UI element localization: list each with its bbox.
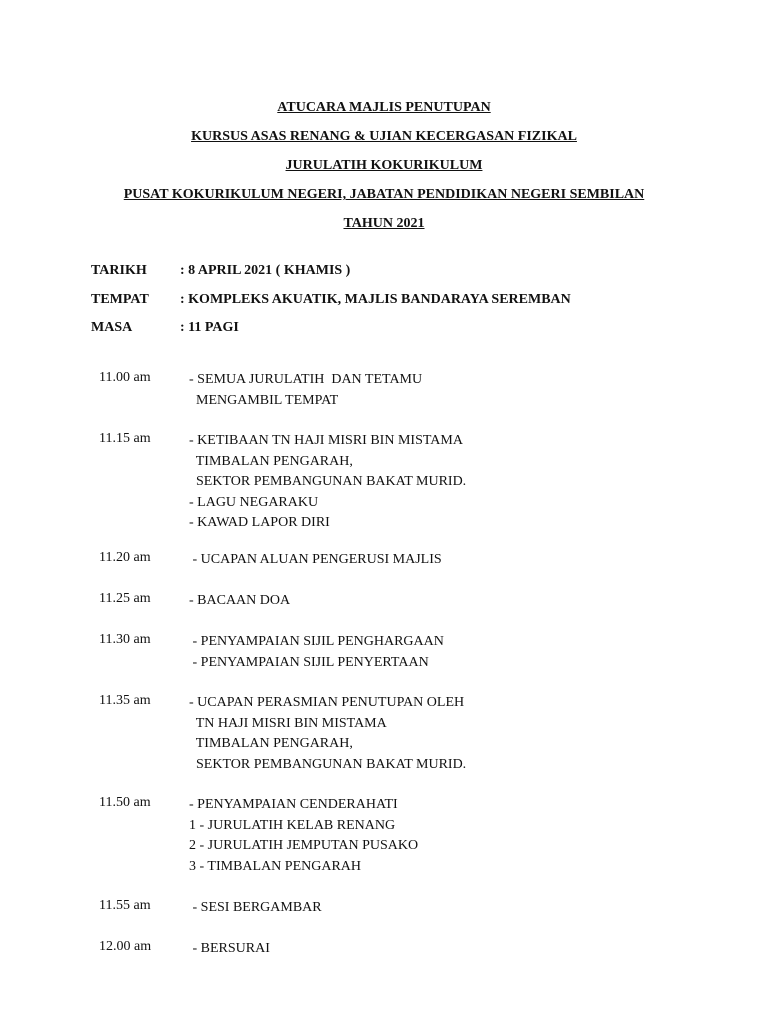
- title-line: JURULATIH KOKURIKULUM: [285, 158, 483, 173]
- schedule-line: - UCAPAN PERASMIAN PENUTUPAN OLEH: [189, 695, 465, 710]
- schedule-line: SEKTOR PEMBANGUNAN BAKAT MURID.: [189, 474, 467, 490]
- info-value: : 8 APRIL 2021 ( KHAMIS ): [180, 263, 351, 278]
- schedule-line: TIMBALAN PENGARAH,: [189, 736, 353, 752]
- schedule-line: TIMBALAN PENGARAH,: [189, 453, 353, 469]
- title-line: PUSAT KOKURIKULUM NEGERI, JABATAN PENDIDIKAN NEGERI SEMBILAN: [123, 187, 645, 202]
- schedule-line: - PENYAMPAIAN SIJIL PENGHARGAAN: [189, 634, 444, 649]
- schedule-line: 1 - JURULATIH KELAB RENANG: [189, 817, 396, 833]
- schedule-line: SEKTOR PEMBANGUNAN BAKAT MURID.: [189, 756, 467, 772]
- schedule-line: - KAWAD LAPOR DIRI: [189, 515, 330, 531]
- info-row-tempat: [91, 290, 571, 319]
- schedule-line: - PENYAMPAIAN CENDERAHATI: [189, 797, 398, 812]
- info-value: : 11 PAGI: [180, 320, 239, 335]
- info-row-masa: [91, 318, 571, 347]
- title-block: [0, 93, 768, 238]
- info-label: TEMPAT: [91, 291, 149, 307]
- schedule-time: 11.55 am: [99, 898, 151, 913]
- schedule-line: 2 - JURULATIH JEMPUTAN PUSAKO: [189, 838, 419, 854]
- schedule-line: MENGAMBIL TEMPAT: [189, 392, 339, 408]
- title-line: KURSUS ASAS RENANG & UJIAN KECERGASAN FIZIKAL: [191, 129, 577, 144]
- schedule-time: 11.35 am: [99, 693, 151, 708]
- schedule-time: 12.00 am: [99, 939, 152, 954]
- info-label: MASA: [91, 320, 133, 335]
- schedule-line: - SEMUA JURULATIH DAN TETAMU: [189, 372, 423, 387]
- info-row-tarikh: [91, 261, 571, 290]
- schedule-time: 11.20 am: [99, 550, 151, 565]
- schedule-time: 11.50 am: [99, 795, 151, 810]
- schedule-line: - UCAPAN ALUAN PENGERUSI MAJLIS: [189, 552, 442, 567]
- schedule-line: - SESI BERGAMBAR: [189, 900, 322, 915]
- info-value: : KOMPLEKS AKUATIK, MAJLIS BANDARAYA SEREMBAN: [180, 291, 571, 307]
- schedule-line: - KETIBAAN TN HAJI MISRI BIN MISTAMA: [189, 433, 463, 448]
- schedule-line: - LAGU NEGARAKU: [189, 494, 319, 510]
- schedule-line: - BACAAN DOA: [189, 593, 291, 608]
- title-line: ATUCARA MAJLIS PENUTUPAN: [277, 100, 491, 115]
- schedule-time: 11.15 am: [99, 431, 151, 446]
- info-label: TARIKH: [91, 263, 147, 278]
- event-info: [91, 261, 571, 347]
- schedule-line: TN HAJI MISRI BIN MISTAMA: [189, 715, 387, 731]
- schedule-line: 3 - TIMBALAN PENGARAH: [189, 858, 362, 874]
- title-line: TAHUN 2021: [343, 216, 425, 231]
- schedule-time: 11.30 am: [99, 632, 151, 647]
- schedule-line: - PENYAMPAIAN SIJIL PENYERTAAN: [189, 654, 429, 670]
- schedule-line: - BERSURAI: [189, 941, 270, 956]
- schedule-time: 11.25 am: [99, 591, 151, 606]
- schedule-time: 11.00 am: [99, 370, 151, 385]
